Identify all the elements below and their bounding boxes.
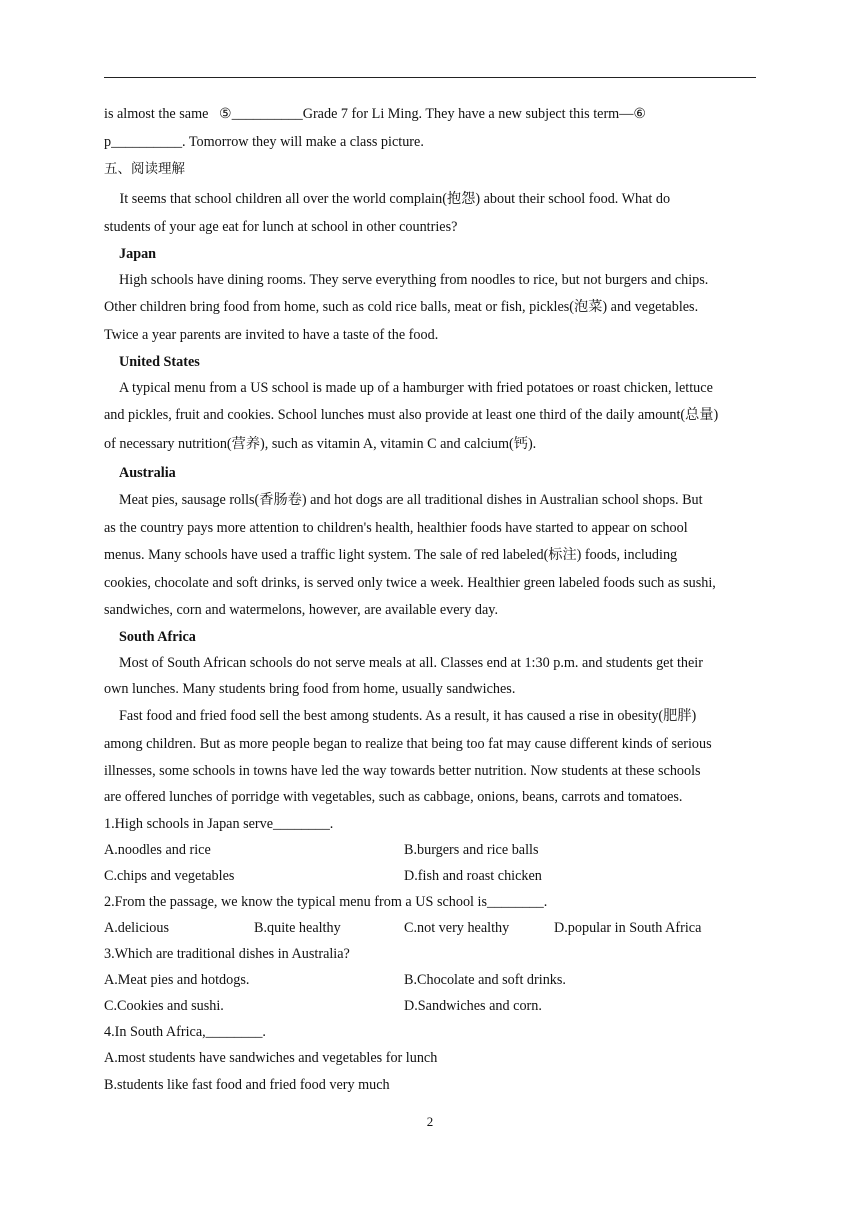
question-2-option-c: C.not very healthy [404,920,510,936]
question-4-option-a: A.most students have sandwiches and vegetables for lunch [104,1050,438,1066]
question-3-option-c: C.Cookies and sushi. [104,998,224,1014]
south-africa-p1-line-2: own lunches. Many students bring food from home, usually sandwiches. [104,681,516,697]
question-4-stem: 4.In South Africa,________. [104,1024,266,1040]
question-3-option-b: B.Chocolate and soft drinks. [404,972,566,988]
japan-line-2: Other children bring food from home, such as cold rice balls, meat or fish, pickles(泡菜) and vegetables. [104,299,699,315]
intro-line-1: It seems that school children all over the world complain(抱怨) about their school food. What do [116,191,671,207]
carryover-line-2: p__________. Tomorrow they will make a class picture. [104,134,424,150]
question-1-option-d: D.fish and roast chicken [404,868,542,884]
carryover-line-1: is almost the same ⑤__________Grade 7 for Li Ming. They have a new subject this term—⑥ [104,106,647,122]
question-2-option-d: D.popular in South Africa [554,920,702,936]
question-3-stem: 3.Which are traditional dishes in Australia? [104,946,350,962]
south-africa-p1-line-1: Most of South African schools do not serve meals at all. Classes end at 1:30 p.m. and students get their [119,655,703,671]
us-line-1: A typical menu from a US school is made up of a hamburger with fried potatoes or roast chicken, lettuce [119,380,713,396]
heading-japan: Japan [119,246,157,262]
header-rule [104,77,756,78]
australia-line-1: Meat pies, sausage rolls(香肠卷) and hot dogs are all traditional dishes in Australian school shops. But [119,492,703,508]
us-line-3: of necessary nutrition(营养), such as vitamin A, vitamin C and calcium(钙). [104,436,537,452]
question-3-option-d: D.Sandwiches and corn. [404,998,542,1014]
australia-line-2: as the country pays more attention to children's health, healthier foods have started to appear on school [104,520,688,536]
heading-united-states: United States [119,354,200,370]
question-3-option-a: A.Meat pies and hotdogs. [104,972,250,988]
question-2-option-a: A.delicious [104,920,170,936]
australia-line-4: cookies, chocolate and soft drinks, is served only twice a week. Healthier green labeled foods such as sushi, [104,575,716,591]
japan-line-1: High schools have dining rooms. They serve everything from noodles to rice, but not burgers and chips. [119,272,709,288]
south-africa-p2-line-1: Fast food and fried food sell the best among students. As a result, it has caused a rise in obesity(肥胖) [119,708,697,724]
question-1-stem: 1.High schools in Japan serve________. [104,816,334,832]
page-number: 2 [426,1114,434,1129]
question-4-option-b: B.students like fast food and fried food very much [104,1077,390,1093]
south-africa-p2-line-3: illnesses, some schools in towns have led the way towards better nutrition. Now students at these schools [104,763,701,779]
question-2-stem: 2.From the passage, we know the typical menu from a US school is________. [104,894,548,910]
heading-australia: Australia [119,465,176,481]
australia-line-5: sandwiches, corn and watermelons, however, are available every day. [104,602,499,618]
question-1-option-b: B.burgers and rice balls [404,842,539,858]
japan-line-3: Twice a year parents are invited to have a taste of the food. [104,327,439,343]
question-1-option-a: A.noodles and rice [104,842,211,858]
south-africa-p2-line-4: are offered lunches of porridge with vegetables, such as cabbage, onions, beans, carrots and tomatoes. [104,789,683,805]
heading-south-africa: South Africa [119,629,196,645]
us-line-2: and pickles, fruit and cookies. School lunches must also provide at least one third of the daily amount(总量) [104,407,719,423]
question-2-option-b: B.quite healthy [254,920,341,936]
question-1-option-c: C.chips and vegetables [104,868,235,884]
australia-line-3: menus. Many schools have used a traffic light system. The sale of red labeled(标注) foods, including [104,547,678,563]
intro-line-2: students of your age eat for lunch at school in other countries? [104,219,458,235]
south-africa-p2-line-2: among children. But as more people began to realize that being too fat may cause different kinds of serious [104,736,712,752]
section-title: 五、阅读理解 [104,161,185,177]
